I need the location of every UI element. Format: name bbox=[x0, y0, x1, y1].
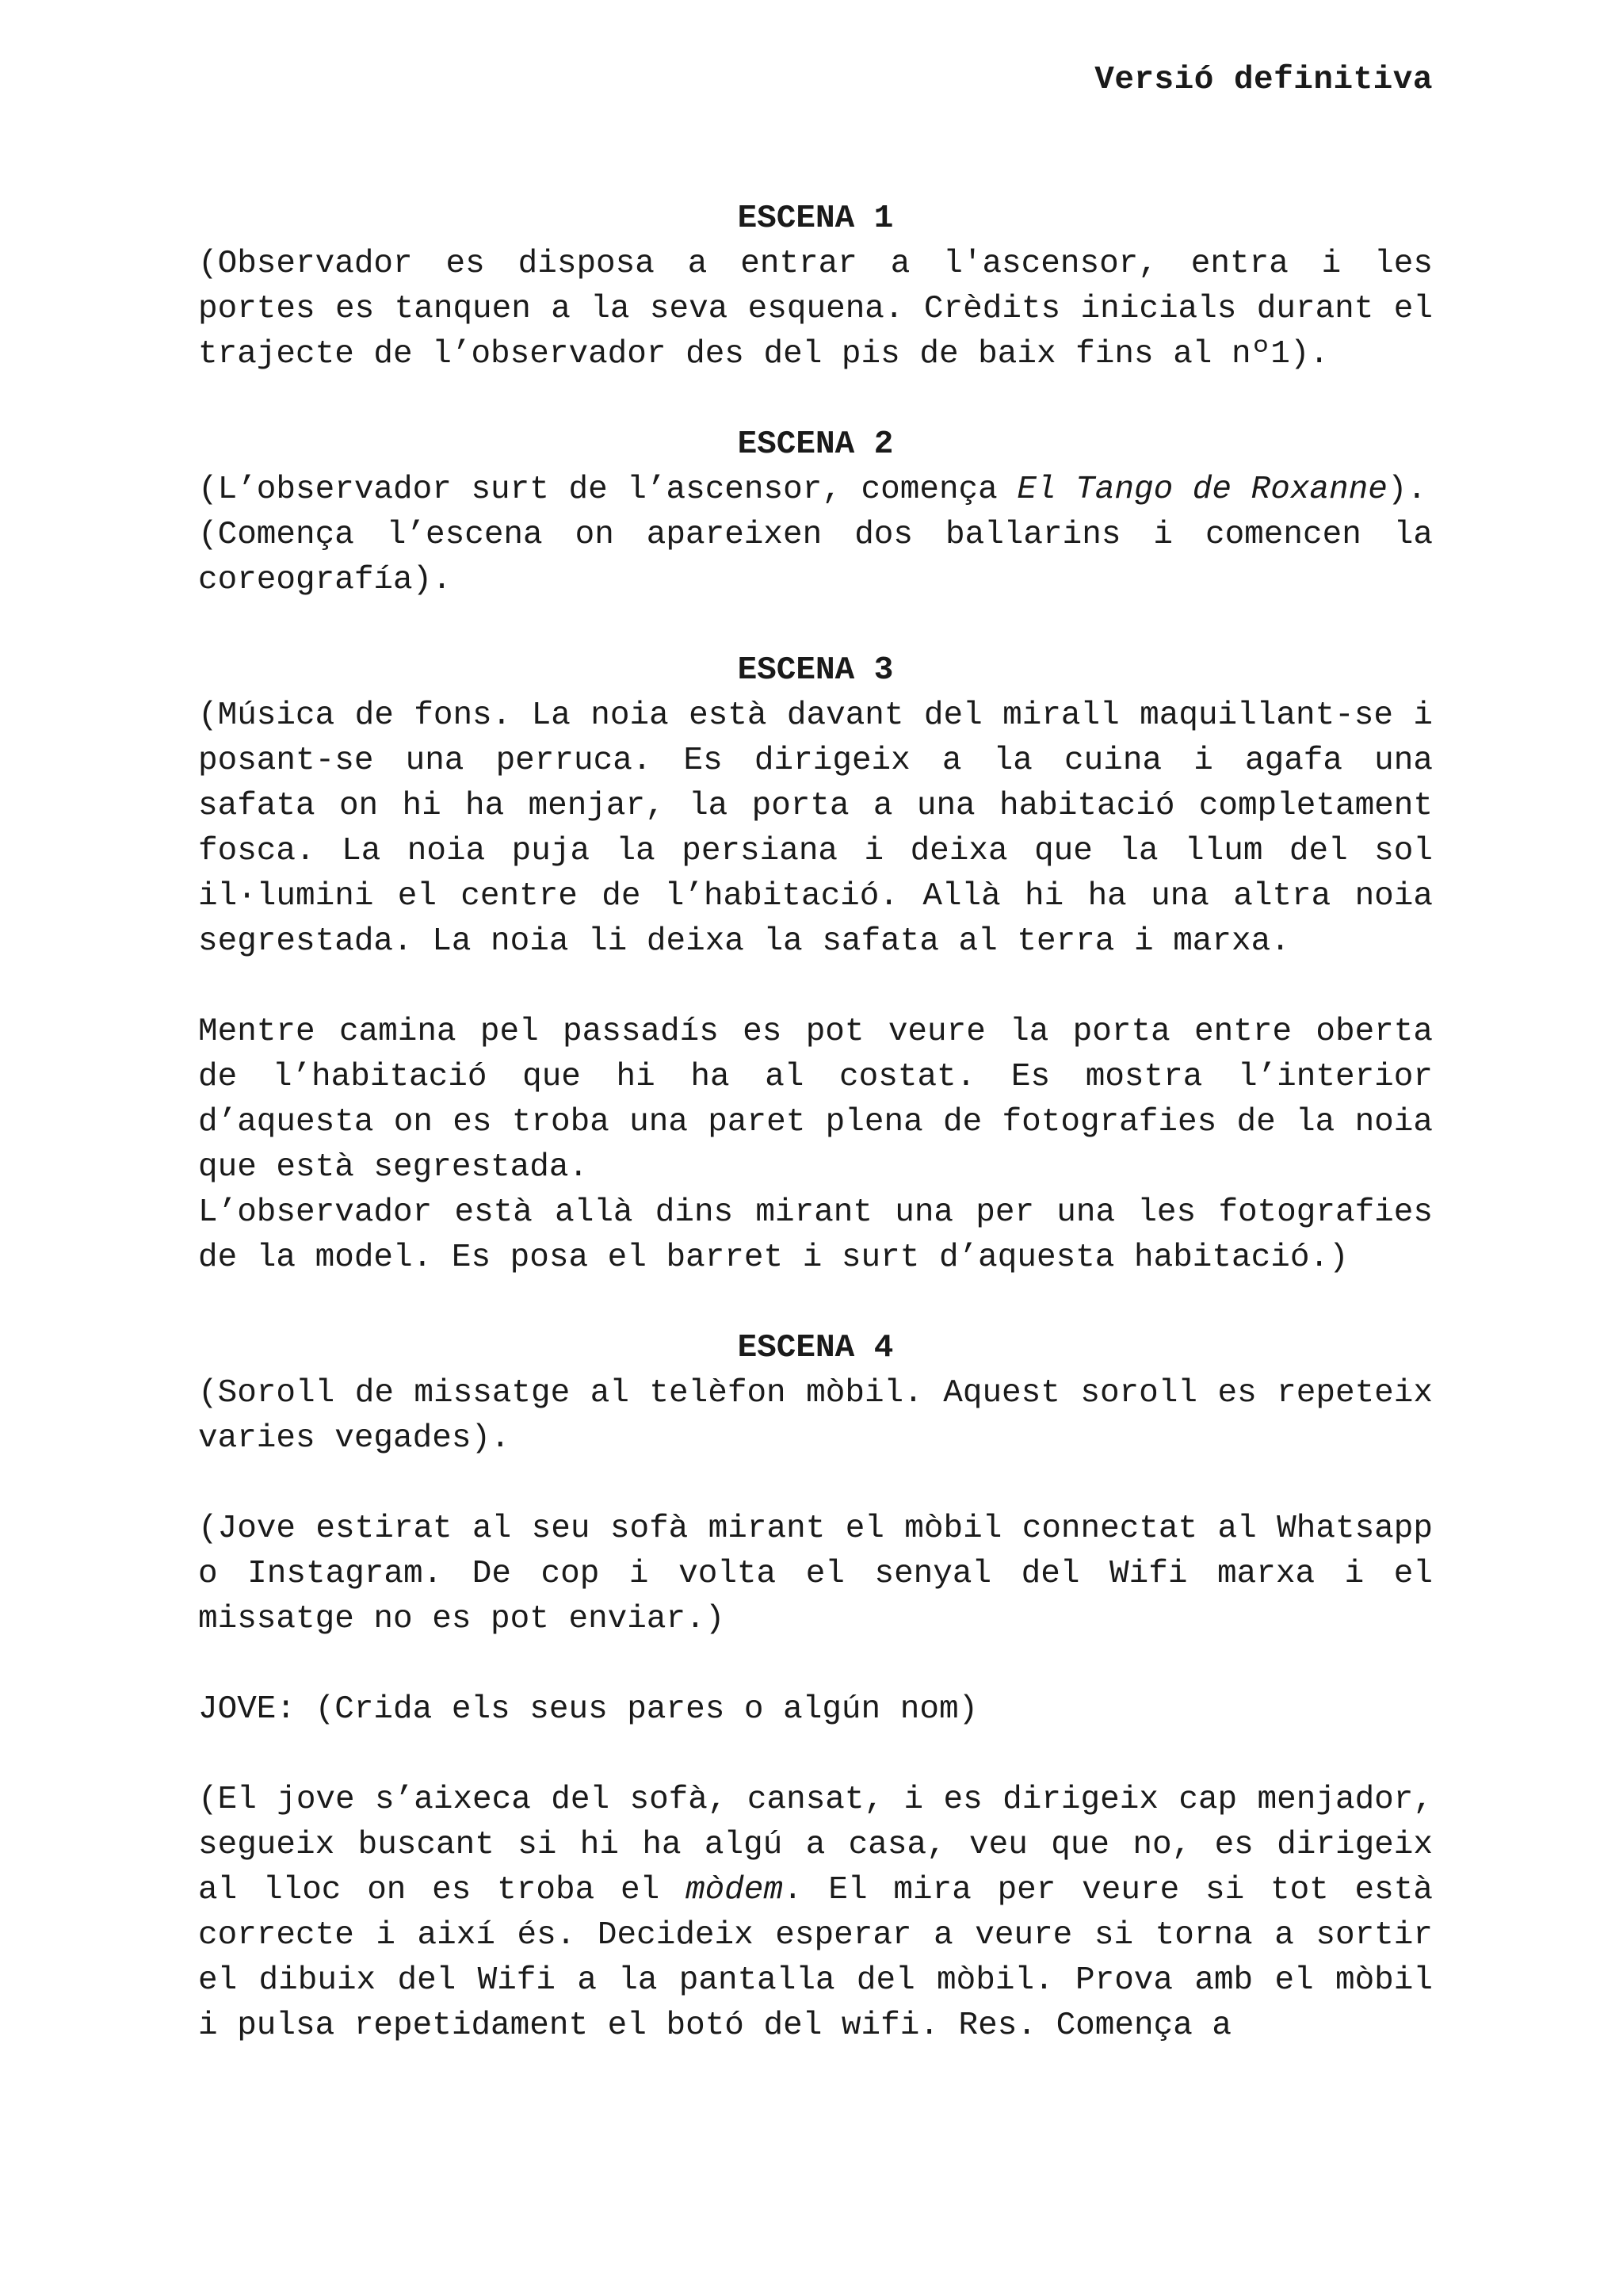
dialogue-line: JOVE: (Crida els seus pares o algún nom) bbox=[198, 1691, 979, 1728]
script-body bbox=[198, 197, 1433, 2049]
stage-direction bbox=[198, 1778, 1433, 2049]
italic-term: mòdem bbox=[685, 1872, 783, 1908]
stage-direction: (Observador es disposa a entrar a l'ascensor, entra i les portes es tanquen a la seva esquena. Crèdits inicials durant el trajecte de l’observador des del pis de baix fins al nº1). bbox=[198, 246, 1433, 372]
scene-1 bbox=[198, 197, 1433, 377]
text-span: ). bbox=[1387, 472, 1427, 508]
version-header: Versió definitiva bbox=[1094, 62, 1433, 98]
scene-title: ESCENA 2 bbox=[737, 426, 894, 463]
song-title: El Tango de Roxanne bbox=[1017, 472, 1388, 508]
stage-direction: Mentre camina pel passadís es pot veure la porta entre oberta de l’habitació que hi ha al costat. Es mostra l’interior d’aquesta on es troba una paret plena de fotografies de la noia que està segrestada. bbox=[198, 1014, 1433, 1186]
stage-direction bbox=[198, 468, 1433, 513]
scene-title: ESCENA 3 bbox=[737, 652, 894, 689]
stage-direction: (Comença l’escena on apareixen dos ballarins i comencen la coreografía). bbox=[198, 517, 1433, 598]
text-span: (El jove s’aixeca del sofà, cansat, i es dirigeix cap menjador, segueix buscant si hi ha algú a casa, veu que no, es dirigeix al lloc on es troba el bbox=[198, 1782, 1433, 1908]
stage-direction: (Soroll de missatge al telèfon mòbil. Aquest soroll es repeteix varies vegades). bbox=[198, 1375, 1433, 1457]
scene-title: ESCENA 1 bbox=[737, 201, 894, 237]
stage-direction: (Jove estirat al seu sofà mirant el mòbil connectat al Whatsapp o Instagram. De cop i volta el senyal del Wifi marxa i el missatge no es pot enviar.) bbox=[198, 1511, 1433, 1637]
text-span: (L’observador surt de l’ascensor, comença bbox=[198, 472, 1018, 508]
scene-title: ESCENA 4 bbox=[737, 1330, 894, 1366]
stage-direction: (Música de fons. La noia està davant del mirall maquillant-se i posant-se una perruca. Es dirigeix a la cuina i agafa una safata on hi ha menjar, la porta a una habitació completament fosca. La noia puja la persiana i deixa que la llum del sol il·lumini el centre de l’habitació. Allà hi ha una altra noia segrestada. La noia li deixa la safata al terra i marxa. bbox=[198, 697, 1433, 960]
scene-2 bbox=[198, 422, 1433, 603]
stage-direction: L’observador està allà dins mirant una per una les fotografies de la model. Es posa el barret i surt d’aquesta habitació.) bbox=[198, 1194, 1433, 1276]
scene-3 bbox=[198, 648, 1433, 1281]
scene-4 bbox=[198, 1326, 1433, 2049]
text-span: . El mira per veure si tot està correcte i així és. Decideix esperar a veure si torna a sortir el dibuix del Wifi a la pantalla del mòbil. Prova amb el mòbil i pulsa repetidament el botó del wifi. Res. Comença a bbox=[198, 1872, 1433, 2044]
